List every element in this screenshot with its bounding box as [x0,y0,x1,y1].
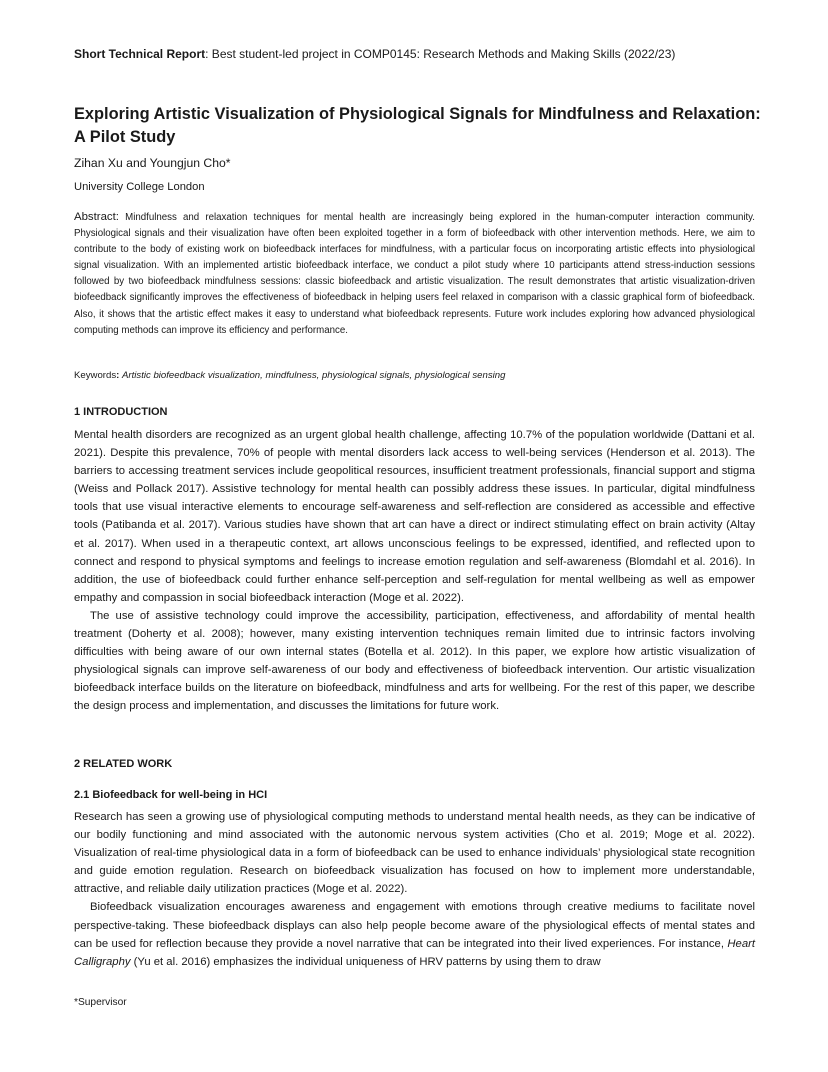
paper-title: Exploring Artistic Visualization of Physiological Signals for Mindfulness and Relaxation: A Pilot Study [74,105,761,146]
related-work-paragraph-2-end: (Yu et al. 2016) emphasizes the individual uniqueness of HRV patterns by using them to draw [130,955,601,968]
heart-calligraphy-citation: Heart Calligraphy [74,937,755,968]
introduction-paragraph-2: The use of assistive technology could improve the accessibility, participation, effectiveness, and affordability of mental health treatment (Doherty et al. 2008); however, many existing intervention techniques remain limited due to intrinsic factors involving difficulties with being aware of our own internal states (Botella et al. 2012). In this paper, we explore how artistic visualization of physiological signals can improve self-awareness of our body and effectiveness of biofeedback intervention. Our artistic visualization biofeedback interface builds on the literature on biofeedback, mindfulness and arts for wellbeing. For the rest of this paper, we describe the design process and implementation, and discusses the limitations for future work. [74,609,755,713]
keywords-colon: : [116,370,120,381]
subsection-heading-biofeedback: 2.1 Biofeedback for well-being in HCI [74,789,268,801]
paper-affiliation: University College London [74,181,205,193]
keywords [74,370,505,381]
related-work-paragraph-2 [74,898,755,970]
section-heading-related-work: 2 RELATED WORK [74,758,173,770]
abstract [74,209,755,339]
report-header [74,47,675,61]
report-header-text: : Best student-led project in COMP0145: Research Methods and Making Skills (2022/23) [205,47,676,61]
keywords-label: Keywords [74,370,117,381]
abstract-label: Abstract: [74,211,119,223]
related-work-paragraph-1: Research has seen a growing use of physiological computing methods to understand mental health needs, as they can be indicative of our bodily functioning and mind associated with the autonomic nervous system activities (Cho et al. 2019; Moge et al. 2022). Visualization of real-time physiological data in a form of biofeedback can be used to enhance individuals’ physiological state recognition and guide emotion regulation. Research on biofeedback visualization has focused on how to implement more understandable, attractive, and reliable daily utilization practices (Moge et al. 2022). [74,811,755,896]
related-work-paragraph-2-start: Biofeedback visualization encourages awareness and engagement with emotions through creative mediums to facilitate novel perspective-taking. These biofeedback displays can also help people become aware of the physiological effects of mental states and can be used for reflection because they provide a novel narrative that can be integrated into their lived experiences. For instance, [74,901,755,950]
introduction-paragraph-1: Mental health disorders are recognized as an urgent global health challenge, affecting 10.7% of the population worldwide (Dattani et al. 2021). Despite this prevalence, 70% of people with mental disorders lack access to well-being services (Henderson et al. 2013). The barriers to accessing treatment services include geopolitical resources, insufficient treatment professionals, financial support and stigma (Weiss and Pollack 2017). Assistive technology for mental health can possibly address these issues. In particular, digital mindfulness tools that use visual interactive elements to encourage self-awareness and self-reflection are considered as accessible and effective tools (Patibanda et al. 2017). Various studies have shown that art can have a direct or indirect stimulating effect on brain activity (Altay et al. 2017). When used in a therapeutic context, art allows unconscious feelings to be expressed, identified, and reflected upon to connect and respond to physical symptoms and feelings to increase emotion regulation and self-awareness (Blomdahl et al. 2016). In addition, the use of biofeedback could further enhance self-perception and self-regulation for mental wellbeing as well as empower empathy and compassion in social biofeedback interaction (Moge et al. 2022). [74,429,755,604]
report-header-label: Short Technical Report [74,47,206,61]
keywords-text: Artistic biofeedback visualization, mindfulness, physiological signals, physiological sensing [122,370,506,381]
section-heading-introduction: 1 INTRODUCTION [74,406,168,418]
paper-authors: Zihan Xu and Youngjun Cho* [74,156,231,170]
related-work-body [74,808,755,971]
footnote-supervisor: *Supervisor [74,997,127,1008]
introduction-body [74,426,755,716]
abstract-text: Mindfulness and relaxation techniques for mental health are increasingly being explored in the human-computer interaction community. Physiological signals and their visualization have often been exploited together in a form of biofeedback with other intervention methods. Here, we aim to contribute to the body of existing work on biofeedback interfaces for mindfulness, with a particular focus on incorporating artistic effects into physiological signal visualization. With an implemented artistic biofeedback interface, we conduct a pilot study where 10 participants attend stress-induction sessions followed by two biofeedback mindfulness sessions: classic biofeedback and artistic visualization. The result demonstrates that artistic visualization-driven biofeedback significantly improves the effectiveness of biofeedback in helping users feel relaxed in comparison with a classic graphical form of biofeedback. Also, it shows that the artistic effect makes it easy to understand what biofeedback represents. Future work includes exploring how advanced physiological computing methods can improve its efficiency and performance. [74,212,755,336]
